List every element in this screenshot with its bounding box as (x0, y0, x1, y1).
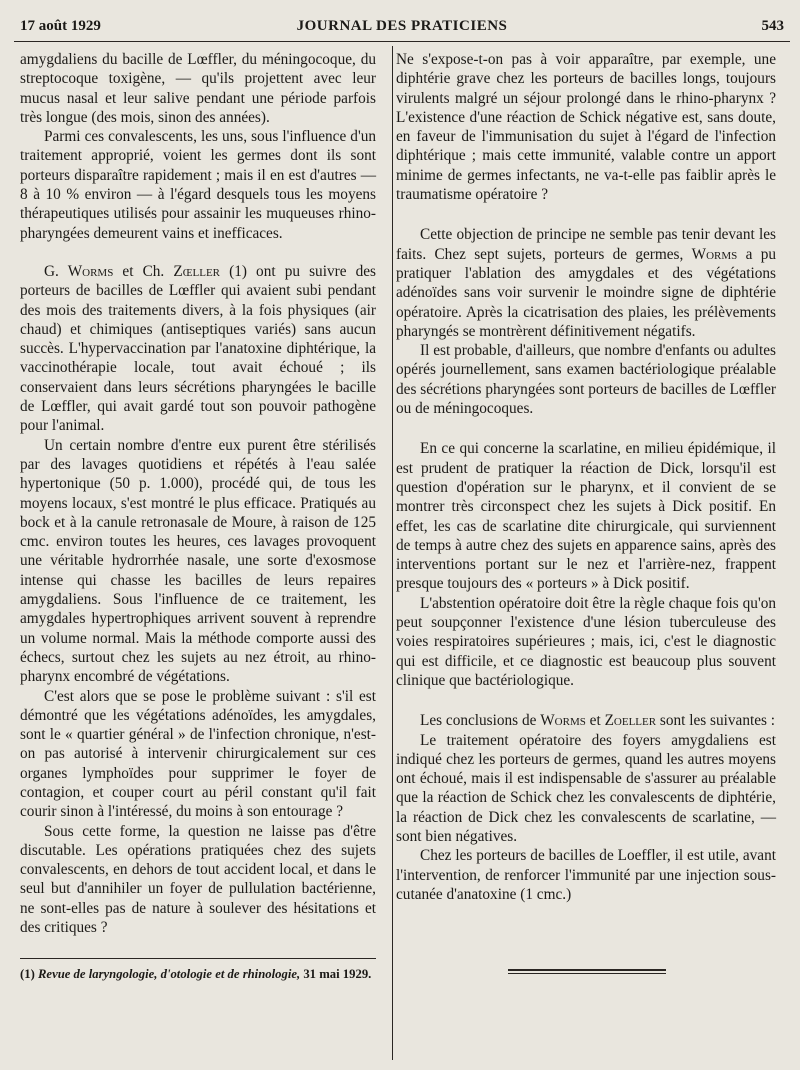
footnote-title: Revue de laryngologie, d'otologie et de rhinologie, (37, 967, 301, 981)
footnote-date: 31 mai 1929. (303, 967, 372, 981)
author-name: Zoeller (604, 712, 657, 730)
paragraph: Sous cette forme, la question ne laisse pas d'être discutable. Les opérations pratiquées chez des sujets convalescents, en dehors de tout accident local, et dans le seul but d'annihiler un foyer de pullulation bactérienne, ne sont-elles pas de nature à soulever des hésitations et des critiques ? (20, 822, 376, 937)
paragraph: Cette objection de principe ne semble pas tenir devant les faits. Chez sept sujets, porteurs de germes, Worms a pu pratiquer l'ablation des amygdales et des végétations adénoïdes sans voir survenir le moindre signe de diphtérie opératoire. Après la cicatrisation des plaies, les prélèvements pharyngés se montrèrent définitivement négatifs. (396, 226, 776, 340)
author-name: G. Worms (44, 262, 114, 280)
paragraph: Un certain nombre d'entre eux purent être stérilisés par des lavages quotidiens et répétés à l'eau salée hypertonique (50 p. 1.000), procédé qui, de tous les moyens locaux, s'est montré le plus efficace. Pratiqués au bock et à la canule retronasale de Moure, à raison de 125 cmc. environ toutes les heures, ces lavages provoquent une véritable hydrorrhée nasale, une sorte d'exosmose intense qui chasse les bacilles de leurs repaires amygdaliens. Sous l'influence de ce traitement, les amygdales hypertrophiques arrivent souvent à reprendre un volume normal. Mais la méthode comporte aussi des échecs, surtout chez les sujets au nez étroit, au rhino-pharynx encombré de végétations. (20, 436, 376, 686)
author-name: Zœller (173, 262, 220, 280)
end-ornament-rule (508, 969, 666, 977)
paragraph: amygdaliens du bacille de Lœffler, du méningocoque, du streptocoque toxigène, — qu'ils projettent avec leur mucus nasal et leur salive pendant une période parfois très longue (des mois, sinon des années). (20, 51, 376, 126)
page-header (20, 18, 784, 38)
paragraph: Parmi ces convalescents, les uns, sous l'influence d'un traitement approprié, voient les germes dont ils sont porteurs disparaître rapidement ; mais il en est d'autres — 8 à 10 % environ — à l'égard desquels tous les moyens thérapeutiques utilisés pour assainir les muqueuses rhino-pharyngées demeurent vains et inefficaces. (20, 128, 376, 242)
paragraph: C'est alors que se pose le problème suivant : s'il est démontré que les végétations adénoïdes, les amygdales, sont le « quartier général » de l'infection chronique, n'est-on pas autorisé à intervenir chirurgicalement sur ces organes lymphoïdes pour supprimer le foyer de contagion, et couper court au péril constant qu'il fait courir sinon à l'intéressé, du moins à son entourage ? (20, 687, 376, 821)
paragraph: Chez les porteurs de bacilles de Loeffler, il est utile, avant l'intervention, de renforcer l'immunité par une injection sous-cutanée d'anatoxine (1 cmc.) (396, 847, 776, 903)
author-name: Worms (691, 245, 738, 263)
paragraph: En ce qui concerne la scarlatine, en milieu épidémique, il est prudent de pratiquer la réaction de Dick, lorsqu'il est question d'opération sur le pharynx, et il convient de se montrer très circonspect chez les sujets à Dick positif. En effet, les cas de scarlatine dite chirurgicale, qui surviennent de temps à autre chez des sujets en apparence sains, après des interventions portant sur le nez et l'arrière-nez, frappent presque toujours des « porteurs » à Dick positif. (396, 440, 776, 593)
journal-title: JOURNAL DES PRATICIENS (296, 18, 508, 34)
left-column (20, 50, 376, 937)
right-column (396, 50, 776, 904)
footnote-number: (1) (20, 967, 35, 981)
paragraph: Ne s'expose-t-on pas à voir apparaître, par exemple, une diphtérie grave chez les porteurs de bacilles longs, toujours virulents malgré un séjour prolongé dans le rhino-pharynx ? L'existence d'une réaction de Schick négative est, sans doute, en faveur de l'immunisation du sujet à l'égard de l'infection diphtérique ; mais cette immunité, valable contre un apport minime de germes infectants, ne va-t-elle pas faiblir après le traumatisme opératoire ? (396, 51, 776, 204)
paragraph: L'abstention opératoire doit être la règle chaque fois qu'on peut soupçonner l'existence d'une lésion tuberculeuse des voies respiratoires supérieures ; mais, ici, c'est le diagnostic qui est difficile, et ce diagnostic est beaucoup plus souvent clinique que bactériologique. (396, 594, 776, 689)
issue-date: 17 août 1929 (20, 18, 101, 34)
header-rule (14, 41, 790, 42)
paragraph: G. Worms et Ch. Zœller (1) ont pu suivre des porteurs de bacilles de Lœffler qui avaient subi pendant des mois des traitements divers, à la fois physiques (air chaud) et chimiques (antiseptiques variés) sans aucun succès. L'hypervaccination par l'anatoxine diphtérique, la vaccinothérapie locale, tout avait échoué ; ils conservaient dans leurs sécrétions pharyngées le bacille de Lœffler, qui avait gardé tout son pouvoir pathogène pour l'animal. (20, 262, 376, 435)
paragraph: Le traitement opératoire des foyers amygdaliens est indiqué chez les porteurs de germes, quand les autres moyens ont échoué, mais il est indispensable de s'assurer au préalable que la réaction de Schick chez les convalescents de diphtérie, la réaction de Dick chez les convalescents de scarlatine, — sont bien négatives. (396, 731, 776, 845)
page-number: 543 (761, 18, 784, 34)
column-divider (392, 46, 393, 1060)
footnote (20, 967, 376, 982)
paragraph: Les conclusions de Worms et Zoeller sont les suivantes : (420, 712, 776, 730)
paragraph: Il est probable, d'ailleurs, que nombre d'enfants ou adultes opérés journellement, sans examen bactériologique préalable des sécrétions pharyngées sont porteurs de bacilles de Lœffler ou de méningocoques. (396, 342, 776, 418)
author-name: Worms (540, 712, 586, 730)
footnote-rule (20, 958, 376, 959)
